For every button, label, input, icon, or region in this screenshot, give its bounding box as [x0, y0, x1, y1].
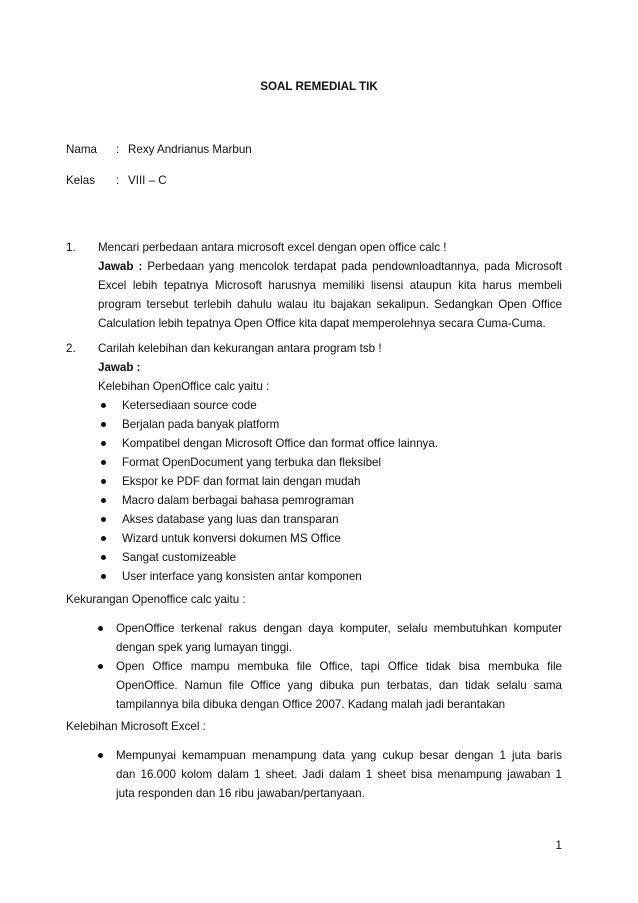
- bullet-icon: [101, 441, 106, 446]
- bullet-icon: [101, 536, 106, 541]
- list-item: Wizard untuk konversi dokumen MS Office: [98, 529, 562, 548]
- list-item: Mempunyai kemampuan menampung data yang cukup besar dengan 1 juta baris dan 16.000 kolom dalam 1 sheet. Jadi dalam 1 sheet bisa menampung jawaban 1 juta responden dan 16 ribu jawaban/pertanyaan.: [66, 746, 562, 803]
- bullet-icon: [101, 555, 106, 560]
- bullet-icon: [101, 403, 106, 408]
- page-number: 1: [555, 839, 562, 852]
- bullet-icon: [98, 753, 103, 758]
- answer-block: [98, 358, 562, 586]
- list-item: Ekspor ke PDF dan format lain dengan mudah: [98, 472, 562, 491]
- question-number: 2.: [66, 342, 76, 355]
- answer-intro: Kelebihan OpenOffice calc yaitu :: [98, 380, 270, 393]
- field-separator: :: [116, 174, 120, 187]
- field-value: VIII – C: [128, 174, 167, 187]
- list-item: Open Office mampu membuka file Office, tapi Office tidak bisa membuka file OpenOffice. Namun file Office yang dibuka pun terbatas, dan tidak selalu sama tampilannya bila dibuka dengan Office 2007. Kadang malah jadi berantakan: [66, 657, 562, 714]
- field-kelas: [66, 174, 167, 187]
- answer-block: [98, 257, 562, 333]
- disadvantages-heading: Kekurangan Openoffice calc yaitu :: [66, 593, 246, 606]
- question-text: Carilah kelebihan dan kekurangan antara program tsb !: [98, 342, 382, 355]
- answer-line: Excel lebih tepatnya Microsoft harusnya memiliki lisensi ataupun kita harus membeli: [98, 279, 562, 292]
- answer-line: Calculation lebih tepatnya Open Office kita dapat memperolehnya secara Cuma-Cuma.: [98, 317, 546, 330]
- bullet-icon: [101, 422, 106, 427]
- list-item: Sangat customizeable: [98, 548, 562, 567]
- bullet-icon: [101, 574, 106, 579]
- bullet-icon: [98, 664, 103, 669]
- list-item: User interface yang konsisten antar komponen: [98, 567, 562, 586]
- field-nama: [66, 143, 252, 156]
- list-item: Ketersediaan source code: [98, 396, 562, 415]
- list-item: Format OpenDocument yang terbuka dan fleksibel: [98, 453, 562, 472]
- question-number: 1.: [66, 241, 76, 254]
- excel-advantages-list: [66, 746, 562, 803]
- list-item: Berjalan pada banyak platform: [98, 415, 562, 434]
- list-item: OpenOffice terkenal rakus dengan daya komputer, selalu membutuhkan komputer dengan spek yang lumayan tinggi.: [66, 619, 562, 657]
- bullet-icon: [101, 479, 106, 484]
- list-item: Kompatibel dengan Microsoft Office dan format office lainnya.: [98, 434, 562, 453]
- answer-label: Jawab :: [98, 260, 143, 273]
- document-title: SOAL REMEDIAL TIK: [260, 80, 378, 93]
- disadvantages-list: [66, 619, 562, 714]
- advantages-list: [98, 396, 562, 586]
- answer-label: Jawab :: [98, 361, 141, 374]
- field-label: Kelas: [66, 174, 96, 187]
- field-value: Rexy Andrianus Marbun: [128, 143, 252, 156]
- list-item: Macro dalam berbagai bahasa pemrograman: [98, 491, 562, 510]
- bullet-icon: [101, 460, 106, 465]
- field-separator: :: [116, 143, 120, 156]
- bullet-icon: [98, 626, 103, 631]
- bullet-icon: [101, 498, 106, 503]
- list-item: Akses database yang luas dan transparan: [98, 510, 562, 529]
- question-1: [66, 238, 562, 333]
- bullet-icon: [101, 517, 106, 522]
- question-2: [66, 339, 562, 586]
- excel-advantages-heading: Kelebihan Microsoft Excel :: [66, 720, 206, 733]
- question-text: Mencari perbedaan antara microsoft excel dengan open office calc !: [98, 241, 447, 254]
- field-label: Nama: [66, 143, 97, 156]
- answer-line: Jawab : Perbedaan yang mencolok terdapat pada pendownloadtannya, pada Microsoft: [98, 260, 562, 273]
- answer-line: program tersebut terlebih dahulu walau itu bajakan sekalipun. Sedangkan Open Office: [98, 298, 562, 311]
